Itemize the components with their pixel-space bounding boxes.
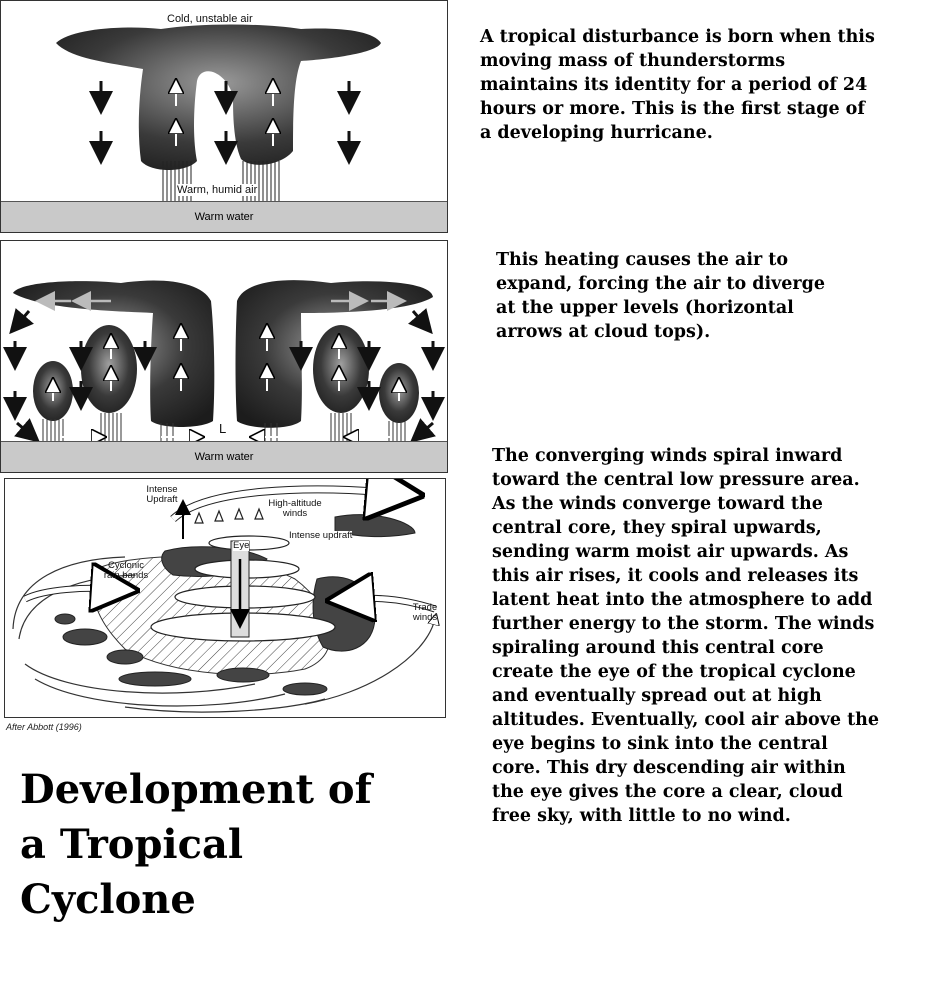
stage3-diagram	[4, 478, 446, 718]
stage1-diagram	[0, 0, 448, 233]
trade-winds-label: Trade winds	[412, 602, 438, 623]
source-credit: After Abbott (1996)	[6, 722, 82, 732]
right-medium-cloud	[313, 325, 369, 413]
small-updraft-arrows	[195, 509, 263, 523]
intense-updraft-label: Intense updraft	[289, 530, 353, 541]
stage2-cloud-illustration	[1, 241, 447, 472]
stage3-cyclone-illustration	[5, 479, 445, 717]
page-title: Development of a Tropical Cyclone	[20, 766, 372, 923]
eye-label: Eye	[233, 540, 250, 551]
warm-air-label: Warm, humid air	[177, 184, 258, 196]
cold-air-label: Cold, unstable air	[167, 13, 253, 25]
high-altitude-winds-label: High-altitude winds	[268, 498, 322, 519]
left-medium-cloud	[81, 325, 137, 413]
thunderstorm-cloud	[56, 25, 381, 171]
sinking-air-arrows	[15, 311, 433, 435]
warm-water-label: Warm water	[194, 211, 254, 223]
stage2-description: This heating causes the air to expand, forcing the air to diverge at the upper levels (horizontal arrows at cloud tops).	[496, 250, 826, 342]
stage2-diagram	[0, 240, 448, 473]
warm-water-band	[1, 201, 447, 232]
cyclonic-rain-bands-label: Cyclonic rain bands	[103, 560, 149, 581]
low-pressure-label: L	[219, 421, 227, 436]
sinking-air-arrows	[101, 81, 349, 153]
stage1-cloud-illustration	[1, 1, 447, 232]
warm-water-label: Warm water	[194, 451, 254, 463]
stage1-description: A tropical disturbance is born when this moving mass of thunderstorms maintains its identity for a period of 24 hours or more. This is the first stage of a developing hurricane.	[480, 27, 875, 143]
intense-updraft-top-label: Intense Updraft	[146, 484, 178, 505]
stage3-description: The converging winds spiral inward toward the central low pressure area. As the winds converge toward the central core, they spiral upwards, sending warm moist air upwards. As this air rises, it cools and releases its latent heat into the atmosphere to add further energy to the storm. The winds spiraling around this central core create the eye of the tropical cyclone and eventually spread out at high altitudes. Eventually, cool air above the eye begins to sink into the central core. This dry descending air within the eye gives the core a clear, cloud free sky, with little to no wind.	[492, 446, 880, 826]
warm-water-band	[1, 441, 447, 472]
